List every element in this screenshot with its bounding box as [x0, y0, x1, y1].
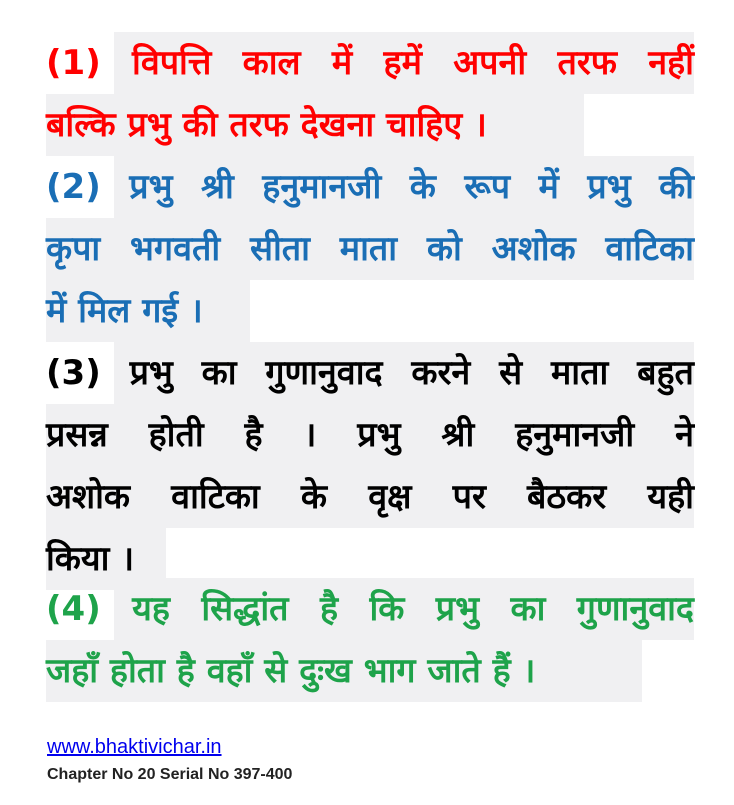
- paragraph-3-line-2: प्रसन्न होती है । प्रभु श्री हनुमानजी ने: [46, 404, 694, 466]
- paragraph-4-line-2: जहाँ होता है वहाँ से दुःख भाग जाते हैं ।: [46, 640, 694, 702]
- paragraph-4-line-1: (4) यह सिद्धांत है कि प्रभु का गुणानुवाद: [46, 578, 694, 640]
- paragraph-number: (3): [46, 353, 101, 393]
- chapter-serial-info: Chapter No 20 Serial No 397-400: [47, 766, 293, 783]
- paragraph-number: (2): [46, 167, 101, 207]
- paragraph-1-line-2: बल्कि प्रभु की तरफ देखना चाहिए ।: [46, 94, 694, 156]
- paragraph-2-line-3: में मिल गई ।: [46, 280, 694, 342]
- paragraph-3: [46, 342, 694, 590]
- paragraph-2: [46, 156, 694, 342]
- paragraph-1-line-1: [46, 32, 694, 94]
- paragraph-2-line-2: कृपा भगवती सीता माता को अशोक वाटिका: [46, 218, 694, 280]
- website-link[interactable]: www.bhaktivichar.in: [47, 736, 222, 758]
- paragraph-4: [46, 578, 694, 702]
- paragraph-number: (4): [46, 589, 101, 629]
- paragraph-3-line-4: किया ।: [46, 528, 694, 590]
- paragraph-3-line-1: (3) प्रभु का गुणानुवाद करने से माता बहुत: [46, 342, 694, 404]
- paragraph-1-line-1-words: (1) विपत्ति काल में हमें अपनी तरफ नहीं: [46, 32, 694, 94]
- paragraph-3-line-3: अशोक वाटिका के वृक्ष पर बैठकर यही: [46, 466, 694, 528]
- paragraph-1: [46, 32, 694, 156]
- paragraph-number: (1): [46, 43, 101, 83]
- paragraph-2-line-1: (2) प्रभु श्री हनुमानजी के रूप में प्रभु की: [46, 156, 694, 218]
